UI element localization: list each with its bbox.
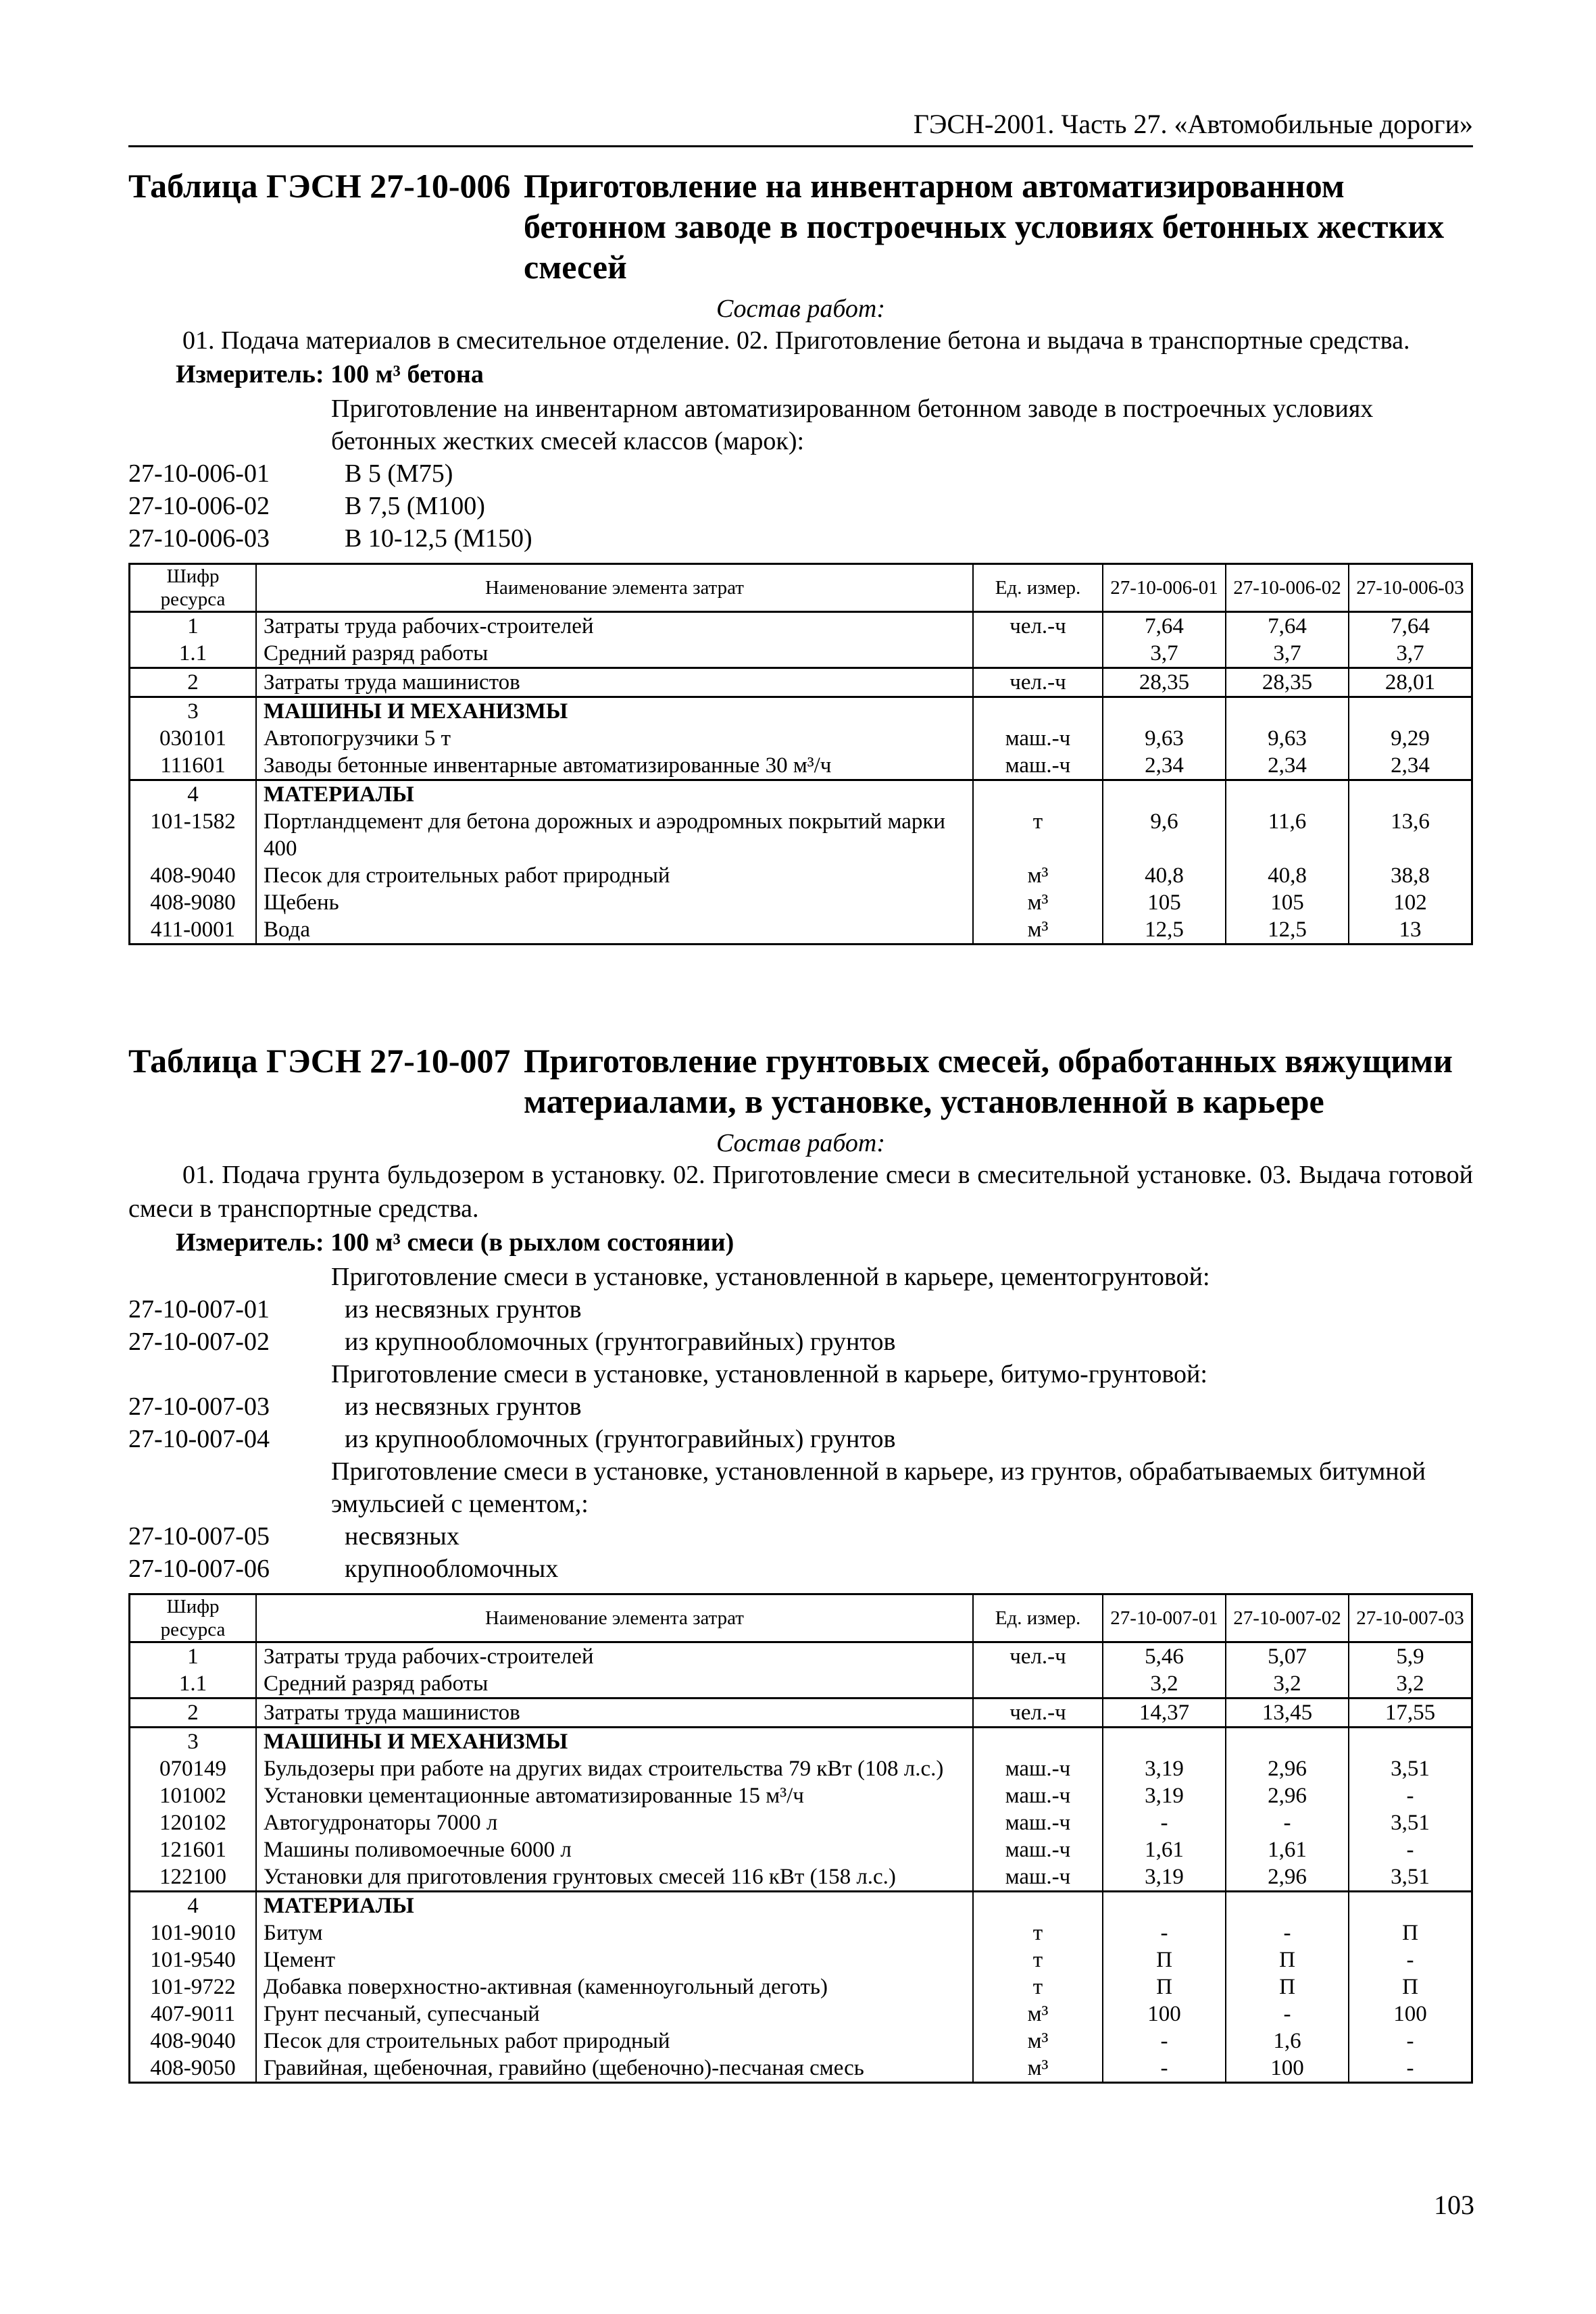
cell-value [1226,1728,1349,1756]
cell-value: 40,8 [1226,862,1349,889]
cell-code: 408-9040 [130,862,257,889]
variant-text: Приготовление смеси в установке, установленной в карьере, цементогрунтовой: [331,1263,1210,1291]
cell-value: 13,45 [1226,1699,1349,1728]
col-header-value: 27-10-007-02 [1226,1594,1349,1642]
cell-unit [973,1728,1103,1756]
cell-name: Средний разряд работы [256,1670,973,1699]
cell-value: П [1349,1919,1472,1946]
variant-row [128,1553,1473,1585]
cell-unit: м³ [973,2028,1103,2055]
table-row [130,612,1472,640]
cell-code: 3 [130,1728,257,1756]
cell-unit: чел.-ч [973,612,1103,640]
cell-value: 100 [1103,2001,1226,2028]
cell-name: Затраты труда машинистов [256,1699,973,1728]
cell-unit: м³ [973,889,1103,916]
variant-text: из несвязных грунтов [345,1392,582,1421]
cell-value: - [1349,2055,1472,2083]
col-header-value: 27-10-006-02 [1226,564,1349,612]
cell-value: - [1226,2001,1349,2028]
cell-value: 5,07 [1226,1642,1349,1671]
table-row [130,1919,1472,1946]
cell-unit: маш.-ч [973,1755,1103,1782]
cell-code: 408-9050 [130,2055,257,2083]
cell-value [1349,697,1472,726]
header-row [130,564,1472,612]
cell-value: 3,19 [1103,1863,1226,1892]
header-row [130,1594,1472,1642]
col-header-value: 27-10-007-03 [1349,1594,1472,1642]
variant-code: 27-10-006-01 [128,459,270,488]
variant-text: Приготовление на инвентарном автоматизированном бетонном заводе в построечных условиях бетонных жестких смесей классов (марок): [331,395,1374,455]
table-head [130,564,1472,612]
cell-code: 1 [130,612,257,640]
cell-value [1226,1892,1349,1920]
table-row [130,640,1472,668]
table-row [130,780,1472,809]
col-header-code: Шифр ресурса [130,1594,257,1642]
table-row [130,725,1472,752]
variant-code: 27-10-007-06 [128,1555,270,1583]
cell-unit: м³ [973,916,1103,945]
col-header-name: Наименование элемента затрат [256,1594,973,1642]
cell-unit [973,697,1103,726]
cell-value: 105 [1226,889,1349,916]
variant-row [128,1293,1473,1326]
cell-unit: м³ [973,2055,1103,2083]
table-head [130,1594,1472,1642]
cell-value: 1,6 [1226,2028,1349,2055]
variants-list [128,1261,1473,1585]
variant-text: из несвязных грунтов [345,1295,582,1324]
variant-code: 27-10-007-03 [128,1392,270,1421]
variant-row [128,1261,1473,1293]
variant-row [128,1326,1473,1358]
cell-value [1226,780,1349,809]
cell-value: 9,63 [1226,725,1349,752]
cell-code: 408-9040 [130,2028,257,2055]
variant-row [128,1423,1473,1455]
composition-text: 01. Подача грунта бульдозером в установку. 02. Приготовление смеси в смесительной установке. 03. Выдача готовой смеси в транспортные средства. [128,1161,1473,1223]
cell-code: 122100 [130,1863,257,1892]
resource-table [128,563,1473,945]
cell-value: 28,01 [1349,668,1472,697]
table-row [130,889,1472,916]
cell-value: 40,8 [1103,862,1226,889]
cell-code: 101-1582 [130,808,257,862]
cell-value: 2,34 [1103,752,1226,780]
composition-heading: Состав работ: [716,295,886,323]
cell-value: 38,8 [1349,862,1472,889]
title-prefix: Таблица ГЭСН 27-10-007 [128,1042,511,1080]
cell-code: 1.1 [130,640,257,668]
cell-value: - [1349,1946,1472,1973]
cell-name: Цемент [256,1946,973,1973]
variant-row [128,457,1473,490]
variant-row [128,1358,1473,1390]
cell-value: 3,2 [1103,1670,1226,1699]
cell-value: 100 [1349,2001,1472,2028]
cell-unit: т [973,1946,1103,1973]
cell-unit: т [973,1973,1103,2001]
table-row [130,1699,1472,1728]
table-row [130,1946,1472,1973]
cell-unit: маш.-ч [973,1809,1103,1836]
cell-name: Затраты труда рабочих-строителей [256,612,973,640]
cell-code: 1 [130,1642,257,1671]
cell-code: 1.1 [130,1670,257,1699]
variant-text: Приготовление смеси в установке, установленной в карьере, битумо-грунтовой: [331,1360,1207,1388]
meter: Измеритель: 100 м³ бетона [176,360,484,388]
cell-name: МАШИНЫ И МЕХАНИЗМЫ [256,697,973,726]
cell-code: 111601 [130,752,257,780]
table-row [130,1782,1472,1809]
cell-unit: маш.-ч [973,752,1103,780]
table-body [130,1642,1472,2083]
table-row [130,2001,1472,2028]
cell-name: Затраты труда рабочих-строителей [256,1642,973,1671]
table-row [130,1755,1472,1782]
cell-value: 3,7 [1226,640,1349,668]
variant-code: 27-10-007-05 [128,1522,270,1551]
section-title [128,166,1473,287]
col-header-unit: Ед. измер. [973,564,1103,612]
table-row [130,916,1472,945]
table-row [130,1973,1472,2001]
cell-value: 3,51 [1349,1809,1472,1836]
cell-value: П [1349,1973,1472,2001]
table-row [130,862,1472,889]
running-header: ГЭСН-2001. Часть 27. «Автомобильные дороги» [128,108,1473,147]
cell-unit: м³ [973,2001,1103,2028]
col-header-value: 27-10-007-01 [1103,1594,1226,1642]
cell-code: 3 [130,697,257,726]
variant-text: В 10-12,5 (М150) [345,524,532,553]
cell-value: - [1103,1809,1226,1836]
table-row [130,1863,1472,1892]
cell-code: 411-0001 [130,916,257,945]
cell-value: 9,29 [1349,725,1472,752]
cell-name: Гравийная, щебеночная, гравийно (щебеночно)-песчаная смесь [256,2055,973,2083]
table-body [130,612,1472,945]
cell-value: 11,6 [1226,808,1349,862]
table-row [130,668,1472,697]
cell-code: 407-9011 [130,2001,257,2028]
page-number: 103 [1434,2190,1474,2220]
cell-name: Автогудронаторы 7000 л [256,1809,973,1836]
cell-value [1103,697,1226,726]
cell-value: 7,64 [1103,612,1226,640]
cell-unit: чел.-ч [973,1699,1103,1728]
cell-code: 2 [130,668,257,697]
variant-row [128,1455,1473,1520]
variant-text: из крупнообломочных (грунтогравийных) грунтов [345,1328,896,1356]
col-header-unit: Ед. измер. [973,1594,1103,1642]
cell-value: 3,19 [1103,1755,1226,1782]
cell-code: 070149 [130,1755,257,1782]
cell-code: 120102 [130,1809,257,1836]
cell-unit: т [973,808,1103,862]
cell-value: 105 [1103,889,1226,916]
cell-value: 3,2 [1349,1670,1472,1699]
cell-value [1226,697,1349,726]
variant-text: Приготовление смеси в установке, установленной в карьере, из грунтов, обрабатываемых битумной эмульсией с цементом,: [331,1457,1426,1518]
cell-name: Добавка поверхностно-активная (каменноугольный деготь) [256,1973,973,2001]
variants-list [128,393,1473,555]
variant-text: крупнообломочных [345,1555,559,1583]
cell-name: Песок для строительных работ природный [256,862,973,889]
table-row [130,808,1472,862]
table-row [130,1642,1472,1671]
cell-unit: маш.-ч [973,1836,1103,1863]
cell-value: - [1226,1919,1349,1946]
variant-row [128,1520,1473,1553]
cell-value: - [1103,2028,1226,2055]
cell-value: 3,7 [1103,640,1226,668]
cell-value: 28,35 [1103,668,1226,697]
cell-value: - [1349,1782,1472,1809]
cell-value: 12,5 [1103,916,1226,945]
title-prefix: Таблица ГЭСН 27-10-006 [128,167,511,205]
cell-value [1103,780,1226,809]
cell-value: 2,34 [1226,752,1349,780]
cell-name: МАТЕРИАЛЫ [256,1892,973,1920]
variant-code: 27-10-007-04 [128,1425,270,1453]
table-row [130,752,1472,780]
table-row [130,697,1472,726]
cell-unit [973,1670,1103,1699]
cell-value [1349,780,1472,809]
cell-value [1103,1892,1226,1920]
cell-code: 4 [130,1892,257,1920]
cell-name: Песок для строительных работ природный [256,2028,973,2055]
composition-heading: Состав работ: [716,1129,886,1157]
cell-name: Затраты труда машинистов [256,668,973,697]
composition-text: 01. Подача материалов в смесительное отделение. 02. Приготовление бетона и выдача в транспортные средства. [182,326,1410,355]
cell-value: П [1226,1946,1349,1973]
cell-name: Грунт песчаный, супесчаный [256,2001,973,2028]
variant-code: 27-10-006-02 [128,492,270,520]
cell-code: 101-9540 [130,1946,257,1973]
cell-unit [973,640,1103,668]
col-header-code: Шифр ресурса [130,564,257,612]
cell-code: 4 [130,780,257,809]
cell-name: Заводы бетонные инвентарные автоматизированные 30 м³/ч [256,752,973,780]
cell-name: Машины поливомоечные 6000 л [256,1836,973,1863]
variant-code: 27-10-007-01 [128,1295,270,1324]
cell-value: 100 [1226,2055,1349,2083]
cell-value: 7,64 [1349,612,1472,640]
table-row [130,1892,1472,1920]
cell-name: Битум [256,1919,973,1946]
cell-name: МАТЕРИАЛЫ [256,780,973,809]
cell-value: 5,9 [1349,1642,1472,1671]
cell-value: 9,6 [1103,808,1226,862]
col-header-value: 27-10-006-03 [1349,564,1472,612]
variant-row [128,522,1473,555]
cell-value: 3,2 [1226,1670,1349,1699]
cell-value [1349,1728,1472,1756]
cell-code: 2 [130,1699,257,1728]
variant-code: 27-10-006-03 [128,524,270,553]
table-row [130,1670,1472,1699]
cell-name: Средний разряд работы [256,640,973,668]
cell-code: 121601 [130,1836,257,1863]
cell-unit [973,780,1103,809]
cell-code: 408-9080 [130,889,257,916]
col-header-name: Наименование элемента затрат [256,564,973,612]
cell-unit: м³ [973,862,1103,889]
cell-value: 1,61 [1226,1836,1349,1863]
cell-name: Вода [256,916,973,945]
cell-value: 1,61 [1103,1836,1226,1863]
variant-row [128,490,1473,522]
cell-name: Щебень [256,889,973,916]
cell-unit: чел.-ч [973,1642,1103,1671]
cell-code: 101-9010 [130,1919,257,1946]
cell-value: 7,64 [1226,612,1349,640]
variant-code: 27-10-007-02 [128,1328,270,1356]
cell-name: Автопогрузчики 5 т [256,725,973,752]
cell-name: МАШИНЫ И МЕХАНИЗМЫ [256,1728,973,1756]
cell-value: - [1349,2028,1472,2055]
cell-value: 9,63 [1103,725,1226,752]
table-row [130,1728,1472,1756]
cell-code: 101-9722 [130,1973,257,2001]
table-section-27-10-006 [128,166,1473,945]
cell-unit: чел.-ч [973,668,1103,697]
cell-unit [973,1892,1103,1920]
cell-code: 101002 [130,1782,257,1809]
cell-value: 2,34 [1349,752,1472,780]
cell-value: 13 [1349,916,1472,945]
cell-value: 12,5 [1226,916,1349,945]
cell-value: П [1103,1946,1226,1973]
variant-text: В 5 (М75) [345,459,453,488]
cell-name: Установки для приготовления грунтовых смесей 116 кВт (158 л.с.) [256,1863,973,1892]
variant-text: В 7,5 (М100) [345,492,485,520]
title-rest: Приготовление на инвентарном автоматизированном бетонном заводе в построечных условиях бетонных жестких смесей [524,167,1445,286]
cell-unit: маш.-ч [973,1863,1103,1892]
variant-row [128,393,1473,457]
table-row [130,1836,1472,1863]
title-rest: Приготовление грунтовых смесей, обработанных вяжущими материалами, в установке, установленной в карьере [524,1042,1453,1120]
cell-value: 13,6 [1349,808,1472,862]
cell-unit: т [973,1919,1103,1946]
cell-value: 3,51 [1349,1863,1472,1892]
meter: Измеритель: 100 м³ смеси (в рыхлом состоянии) [176,1228,734,1257]
cell-code: 030101 [130,725,257,752]
cell-value: 3,19 [1103,1782,1226,1809]
cell-value [1103,1728,1226,1756]
cell-name: Портландцемент для бетона дорожных и аэродромных покрытий марки 400 [256,808,973,862]
table-row [130,2055,1472,2083]
cell-value: 2,96 [1226,1863,1349,1892]
table-row [130,2028,1472,2055]
variant-text: из крупнообломочных (грунтогравийных) грунтов [345,1425,896,1453]
cell-name: Установки цементационные автоматизированные 15 м³/ч [256,1782,973,1809]
variant-row [128,1390,1473,1423]
cell-unit: маш.-ч [973,1782,1103,1809]
cell-value: 3,7 [1349,640,1472,668]
cell-value: 14,37 [1103,1699,1226,1728]
cell-value: 102 [1349,889,1472,916]
cell-value: 5,46 [1103,1642,1226,1671]
cell-name: Бульдозеры при работе на других видах строительства 79 кВт (108 л.с.) [256,1755,973,1782]
cell-value: 28,35 [1226,668,1349,697]
cell-value: - [1103,2055,1226,2083]
table-row [130,1809,1472,1836]
cell-unit: маш.-ч [973,725,1103,752]
resource-table [128,1593,1473,2084]
cell-value [1349,1892,1472,1920]
cell-value: - [1349,1836,1472,1863]
cell-value: 2,96 [1226,1755,1349,1782]
table-section-27-10-007 [128,1040,1473,2084]
cell-value: 3,51 [1349,1755,1472,1782]
cell-value: - [1103,1919,1226,1946]
section-title [128,1040,1473,1122]
cell-value: 2,96 [1226,1782,1349,1809]
cell-value: П [1226,1973,1349,2001]
cell-value: - [1226,1809,1349,1836]
col-header-value: 27-10-006-01 [1103,564,1226,612]
cell-value: 17,55 [1349,1699,1472,1728]
variant-text: несвязных [345,1522,459,1551]
cell-value: П [1103,1973,1226,2001]
